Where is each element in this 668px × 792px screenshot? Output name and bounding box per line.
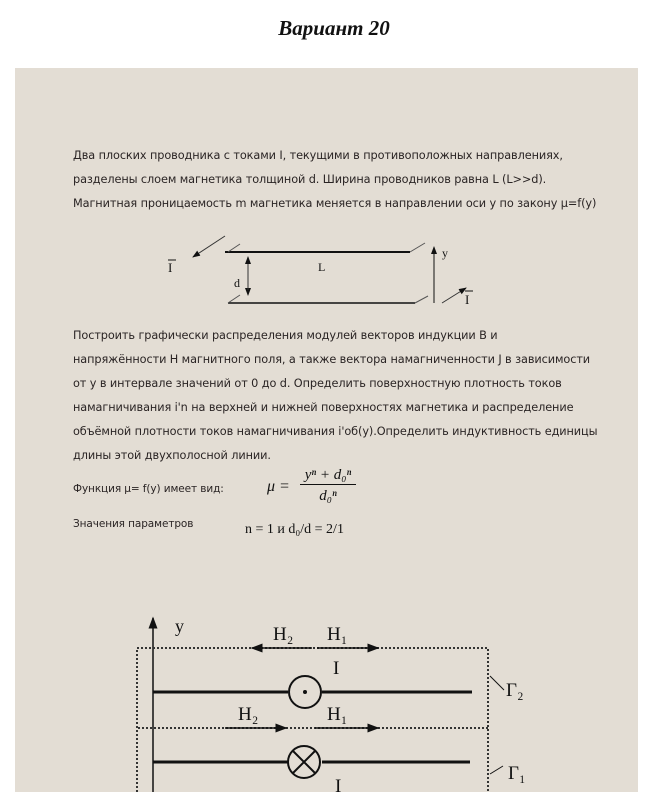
h1-top-label: H₁ [327, 624, 348, 645]
task-line: напряжённости H магнитного поля, а также вектора намагниченности J в зависимости [73, 353, 591, 366]
h2-top-label: H₂ [273, 624, 294, 645]
task-line: от y в интервале значений от 0 до d. Определить поверхностную плотность токов [73, 377, 562, 390]
current-label-left: I [168, 260, 173, 275]
gamma1-label: Γ₁ [508, 763, 526, 784]
current-top-label: I [333, 658, 340, 679]
thickness-label: d [234, 276, 240, 290]
h1-mid-label: H₁ [327, 704, 348, 725]
params-value: n = 1 и d₀/d = 2/1 [245, 522, 344, 537]
gamma2-label: Γ₂ [506, 680, 524, 701]
conductor-diagram [168, 236, 473, 307]
formula-numerator: yⁿ + d₀ⁿ [300, 467, 356, 485]
field-diagram [137, 616, 526, 792]
task-line: длины этой двухполосной линии. [73, 449, 271, 462]
task-line: намагничивания i'n на верхней и нижней поверхностях магнетика и распределение [73, 401, 574, 414]
h2-mid-label: H₂ [238, 704, 259, 725]
variant-title: Вариант 20 [278, 16, 390, 40]
current-bottom-label: I [335, 776, 342, 792]
formula-denominator: d₀ⁿ [319, 488, 337, 504]
current-out-icon [303, 690, 307, 694]
intro-line: Магнитная проницаемость m магнетика меняется в направлении оси y по закону μ=f(y) [73, 197, 597, 210]
function-label: Функция μ= f(y) имеет вид: [73, 483, 224, 495]
current-label-right: I [465, 292, 470, 307]
axis-label: y [175, 616, 184, 636]
intro-line: разделены слоем магнетика толщиной d. Ширина проводников равна L (L>>d). [73, 173, 547, 186]
params-label: Значения параметров [73, 518, 194, 530]
task-line: Построить графически распределения модулей векторов индукции B и [73, 329, 498, 342]
task-line: объёмной плотности токов намагничивания i'об(y).Определить индуктивность единицы [73, 425, 598, 438]
current-in-icon [293, 751, 315, 773]
intro-line: Два плоских проводника с токами I, текущими в противоположных направлениях, [73, 149, 563, 162]
width-label: L [318, 260, 326, 274]
formula-lhs: μ = [267, 478, 290, 495]
axis-label: y [442, 246, 448, 260]
